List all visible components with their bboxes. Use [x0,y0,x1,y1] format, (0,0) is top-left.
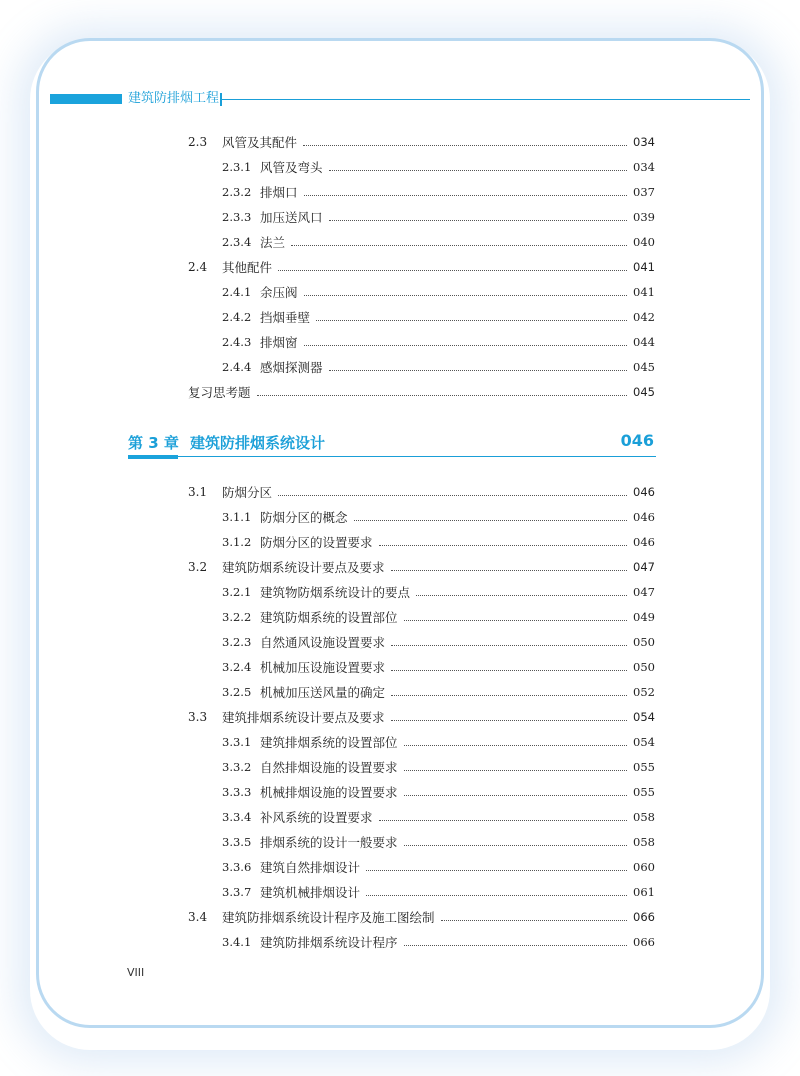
toc-entry-3-2-2 [222,606,655,628]
toc-entry-title: 建筑防排烟系统设计程序 [260,935,398,950]
toc-entry-number: 3.1.1 [222,510,252,524]
toc-entry-title: 建筑自然排烟设计 [260,860,361,875]
toc-dot-leader [441,920,628,921]
toc-entry-2-3-3 [222,206,655,228]
toc-entry-page-number: 046 [633,510,655,524]
toc-entry-2-3 [188,131,655,153]
chapter-title: 建筑防排烟系统设计 [190,434,326,452]
toc-entry-page-number: 041 [633,260,655,274]
toc-dot-leader [391,670,627,671]
toc-entry-page-number: 047 [633,585,655,599]
header-title: 建筑防排烟工程 [128,91,220,106]
toc-entry-3-3-1 [222,731,655,753]
toc-entry-3-2-3 [222,631,655,653]
toc-entry-3-4 [188,906,655,928]
header-rule [222,99,750,100]
toc-entry-number: 2.3.3 [222,210,252,224]
toc-entry-page-number: 047 [633,560,655,574]
chapter-number: 第 3 章 [128,434,179,452]
toc-entry-title: 机械加压送风量的确定 [260,685,386,700]
toc-entry-review [188,381,655,403]
toc-entry-number: 3.1.2 [222,535,252,549]
toc-entry-number: 3.2.4 [222,660,252,674]
toc-entry-page-number: 049 [633,610,655,624]
toc-dot-leader [379,545,628,546]
toc-entry-title: 建筑防烟系统的设置部位 [260,610,398,625]
toc-entry-3-3 [188,706,655,728]
toc-entry-3-1-1 [222,506,655,528]
toc-entry-title: 建筑排烟系统设计要点及要求 [222,710,385,725]
toc-dot-leader [404,945,628,946]
toc-entry-title: 复习思考题 [188,385,251,400]
toc-entry-title: 风管及其配件 [222,135,298,150]
toc-entry-page-number: 034 [633,160,655,174]
toc-entry-title: 防烟分区的设置要求 [260,535,373,550]
toc-dot-leader [329,370,628,371]
page-number-footer: VIII [127,966,145,979]
toc-entry-page-number: 061 [633,885,655,899]
toc-entry-page-number: 054 [633,735,655,749]
toc-entry-3-1 [188,481,655,503]
toc-entry-title: 机械排烟设施的设置要求 [260,785,398,800]
toc-dot-leader [379,820,628,821]
toc-entry-title: 机械加压设施设置要求 [260,660,386,675]
toc-dot-leader [278,495,627,496]
toc-entry-number: 3.2.5 [222,685,252,699]
toc-dot-leader [278,270,627,271]
toc-entry-number: 2.4.2 [222,310,252,324]
toc-entry-3-2-1 [222,581,655,603]
toc-dot-leader [391,720,628,721]
toc-entry-3-3-5 [222,831,655,853]
toc-entry-title: 建筑防排烟系统设计程序及施工图绘制 [222,910,435,925]
toc-entry-title: 风管及弯头 [260,160,323,175]
toc-entry-title: 感烟探测器 [260,360,323,375]
toc-dot-leader [404,845,628,846]
toc-entry-title: 补风系统的设置要求 [260,810,373,825]
toc-entry-title: 法兰 [260,235,286,250]
toc-dot-leader [304,345,628,346]
toc-entry-title: 排烟系统的设计一般要求 [260,835,398,850]
toc-dot-leader [354,520,628,521]
toc-entry-page-number: 052 [633,685,655,699]
toc-entry-number: 3.3 [188,710,208,724]
toc-entry-3-2 [188,556,655,578]
toc-entry-title: 挡烟垂壁 [260,310,311,325]
toc-entry-page-number: 037 [633,185,655,199]
toc-entry-number: 3.3.1 [222,735,252,749]
toc-dot-leader [404,745,628,746]
toc-dot-leader [291,245,627,246]
toc-entry-title: 排烟口 [260,185,298,200]
toc-entry-page-number: 055 [633,785,655,799]
toc-entry-page-number: 046 [633,485,655,499]
toc-dot-leader [404,770,628,771]
toc-entry-number: 2.4.3 [222,335,252,349]
toc-entry-number: 2.4.4 [222,360,252,374]
toc-entry-number: 3.2 [188,560,208,574]
toc-entry-number: 3.3.6 [222,860,252,874]
toc-entry-number: 3.3.5 [222,835,252,849]
toc-entry-2-4-3 [222,331,655,353]
toc-entry-page-number: 055 [633,760,655,774]
toc-dot-leader [366,870,627,871]
toc-dot-leader [416,595,627,596]
toc-entry-title: 建筑机械排烟设计 [260,885,361,900]
toc-dot-leader [391,645,627,646]
toc-entry-3-4-1 [222,931,655,953]
toc-entry-3-3-2 [222,756,655,778]
chapter-heading [128,430,656,457]
toc-entry-number: 3.3.4 [222,810,252,824]
toc-entry-title: 排烟窗 [260,335,298,350]
toc-entry-page-number: 040 [633,235,655,249]
toc-entry-number: 2.4.1 [222,285,252,299]
toc-entry-page-number: 041 [633,285,655,299]
toc-entry-2-4-4 [222,356,655,378]
toc-entry-page-number: 044 [633,335,655,349]
toc-entry-page-number: 066 [633,935,655,949]
toc-entry-3-3-3 [222,781,655,803]
toc-dot-leader [404,620,628,621]
toc-entry-title: 余压阀 [260,285,298,300]
toc-entry-number: 2.3.1 [222,160,252,174]
toc-entry-page-number: 050 [633,660,655,674]
toc-dot-leader [304,195,628,196]
toc-entry-page-number: 034 [633,135,655,149]
toc-entry-3-1-2 [222,531,655,553]
toc-entry-page-number: 066 [633,910,655,924]
toc-dot-leader [391,695,627,696]
toc-entry-title: 其他配件 [222,260,273,275]
toc-entry-number: 2.4 [188,260,208,274]
toc-dot-leader [304,295,628,296]
toc-entry-title: 自然排烟设施的设置要求 [260,760,398,775]
toc-entry-page-number: 042 [633,310,655,324]
toc-entry-number: 3.1 [188,485,208,499]
toc-entry-title: 建筑排烟系统的设置部位 [260,735,398,750]
toc-entry-number: 2.3.2 [222,185,252,199]
header-accent-bar [50,94,122,104]
toc-entry-number: 3.3.2 [222,760,252,774]
toc-entry-2-3-1 [222,156,655,178]
toc-entry-2-4 [188,256,655,278]
running-header [50,91,750,107]
toc-entry-title: 建筑防烟系统设计要点及要求 [222,560,385,575]
toc-entry-page-number: 050 [633,635,655,649]
toc-entry-number: 3.3.3 [222,785,252,799]
toc-entry-page-number: 060 [633,860,655,874]
toc-entry-3-3-6 [222,856,655,878]
toc-entry-2-4-2 [222,306,655,328]
toc-entry-page-number: 058 [633,835,655,849]
toc-entry-number: 3.4.1 [222,935,252,949]
toc-dot-leader [329,220,628,221]
toc-entry-number: 3.2.1 [222,585,252,599]
toc-entry-number: 3.2.3 [222,635,252,649]
toc-entry-2-3-2 [222,181,655,203]
toc-entry-2-3-4 [222,231,655,253]
toc-entry-page-number: 054 [633,710,655,724]
toc-entry-3-2-5 [222,681,655,703]
toc-entry-page-number: 039 [633,210,655,224]
toc-entry-page-number: 045 [633,360,655,374]
toc-entry-2-4-1 [222,281,655,303]
toc-dot-leader [391,570,628,571]
toc-entry-title: 加压送风口 [260,210,323,225]
toc-dot-leader [366,895,627,896]
toc-dot-leader [257,395,628,396]
chapter-underline-accent [128,455,178,459]
toc-entry-title: 自然通风设施设置要求 [260,635,386,650]
toc-entry-title: 建筑物防烟系统设计的要点 [260,585,411,600]
toc-entry-3-2-4 [222,656,655,678]
toc-dot-leader [329,170,628,171]
chapter-page-number: 046 [620,431,654,450]
toc-dot-leader [316,320,627,321]
toc-entry-page-number: 058 [633,810,655,824]
toc-entry-number: 2.3 [188,135,208,149]
toc-entry-number: 3.2.2 [222,610,252,624]
toc-dot-leader [404,795,628,796]
toc-entry-number: 3.3.7 [222,885,252,899]
toc-dot-leader [303,145,627,146]
toc-entry-number: 2.3.4 [222,235,252,249]
toc-entry-page-number: 045 [633,385,655,399]
toc-entry-3-3-7 [222,881,655,903]
toc-entry-3-3-4 [222,806,655,828]
toc-entry-number: 3.4 [188,910,208,924]
toc-entry-title: 防烟分区 [222,485,273,500]
toc-entry-page-number: 046 [633,535,655,549]
toc-entry-title: 防烟分区的概念 [260,510,348,525]
